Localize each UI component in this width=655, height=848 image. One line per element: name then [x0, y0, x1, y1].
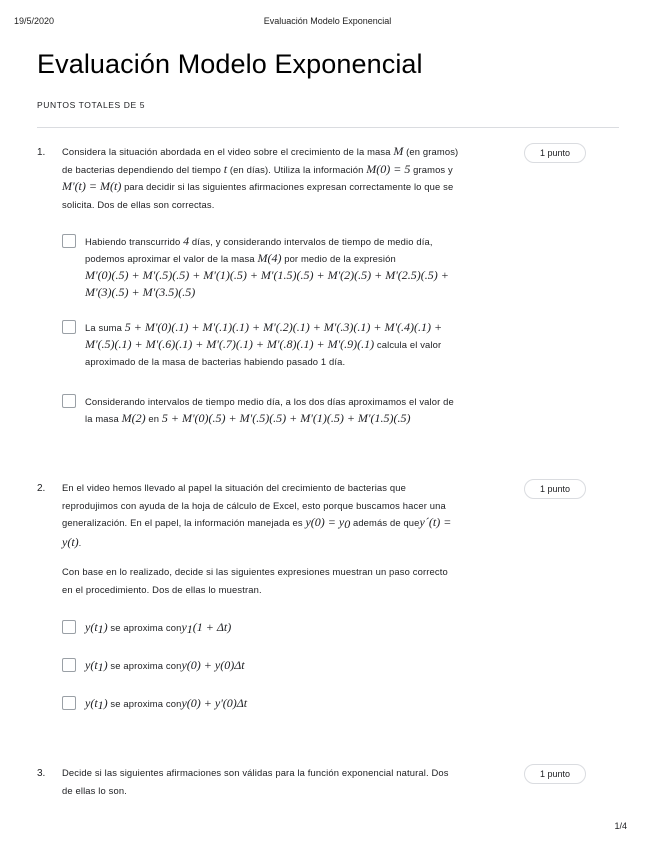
option-label: $y(t_1)$ se aproxima cony(0) + y'(0)Δt [85, 696, 248, 712]
option-label: $y(t_1)$ se aproxima cony(0) + y(0)Δt [85, 658, 245, 674]
question-1-text: Considera la situación abordada en el video sobre el crecimiento de la masa M (en gramos) de bacterias dependiendo del tiempo t (en días). Utiliza la información M(0) = 5 gramos y M'(t) = M(t) para decidir si las siguientes afirmaciones expresan correctamente lo que se solicita. Dos de ellas son correctas. [62, 144, 459, 210]
question-3-text: Decide si las siguientes afirmaciones son válidas para la función exponencial natural. Dos de ellas lo son. [62, 767, 449, 796]
option-1a[interactable] [62, 233, 512, 301]
question-number: 3. [37, 768, 46, 779]
option-2c[interactable] [62, 695, 247, 714]
checkbox[interactable] [62, 696, 76, 710]
page-number: 1/4 [614, 821, 627, 831]
checkbox[interactable] [62, 620, 76, 634]
total-points: PUNTOS TOTALES DE 5 [37, 100, 146, 110]
points-badge: 1 punto [524, 143, 586, 163]
checkbox[interactable] [62, 234, 76, 248]
points-badge: 1 punto [524, 764, 586, 784]
checkbox[interactable] [62, 320, 76, 334]
option-label: Considerando intervalos de tiempo medio día, a los dos días aproximamos el valor de la masa M(2) en 5 + M'(0)(.5) + M'(.5)(.5) + M'(1)(.5) + M'(1.5)(.5) [85, 396, 454, 425]
option-label: Habiendo transcurrido 4 días, y considerando intervalos de tiempo de medio día, podemos aproximar el valor de la masa M(4) por medio de la expresión M'(0)(.5) + M'(.5)(.5) + M'(1)(.5) + M'(1.5)(.5) + M'(2)(.5) + M'(2.5)(.5) + M'(3)(.5) + M'(3.5)(.5) [85, 234, 449, 299]
option-2b[interactable] [62, 657, 245, 676]
question-2-text: En el video hemos llevado al papel la situación del crecimiento de bacterias que reprodujimos con ayuda de la hoja de cálculo de Excel, esto porque buscamos hacer una generalización. En el papel, la información manejada es $y(0) = y_0$ además de quey´(t) = y(t). Con base en lo realizado, decide si las siguientes expresiones muestran un paso correcto en el procedimiento. Dos de ellas lo muestran. [62, 482, 452, 595]
option-1b[interactable] [62, 319, 512, 370]
print-date: 19/5/2020 [14, 16, 55, 26]
question-number: 2. [37, 483, 46, 494]
option-1c[interactable] [62, 393, 522, 427]
option-label: $y(t_1)$ se aproxima cony$_1$(1 + Δt) [85, 620, 232, 636]
page-title: Evaluación Modelo Exponencial [37, 49, 423, 79]
points-badge: 1 punto [524, 479, 586, 499]
question-number: 1. [37, 147, 46, 158]
checkbox[interactable] [62, 658, 76, 672]
checkbox[interactable] [62, 394, 76, 408]
option-2a[interactable] [62, 619, 231, 638]
divider [37, 127, 619, 128]
print-title: Evaluación Modelo Exponencial [263, 16, 392, 26]
option-label: La suma 5 + M'(0)(.1) + M'(.1)(.1) + M'(.2)(.1) + M'(.3)(.1) + M'(.4)(.1) + M'(.5)(.1) + M'(.6)(.1) + M'(.7)(.1) + M'(.8)(.1) + M'(.9)(.1) calcula el valor aproximado de la masa de bacterias habiendo pasado 1 día. [85, 320, 443, 367]
